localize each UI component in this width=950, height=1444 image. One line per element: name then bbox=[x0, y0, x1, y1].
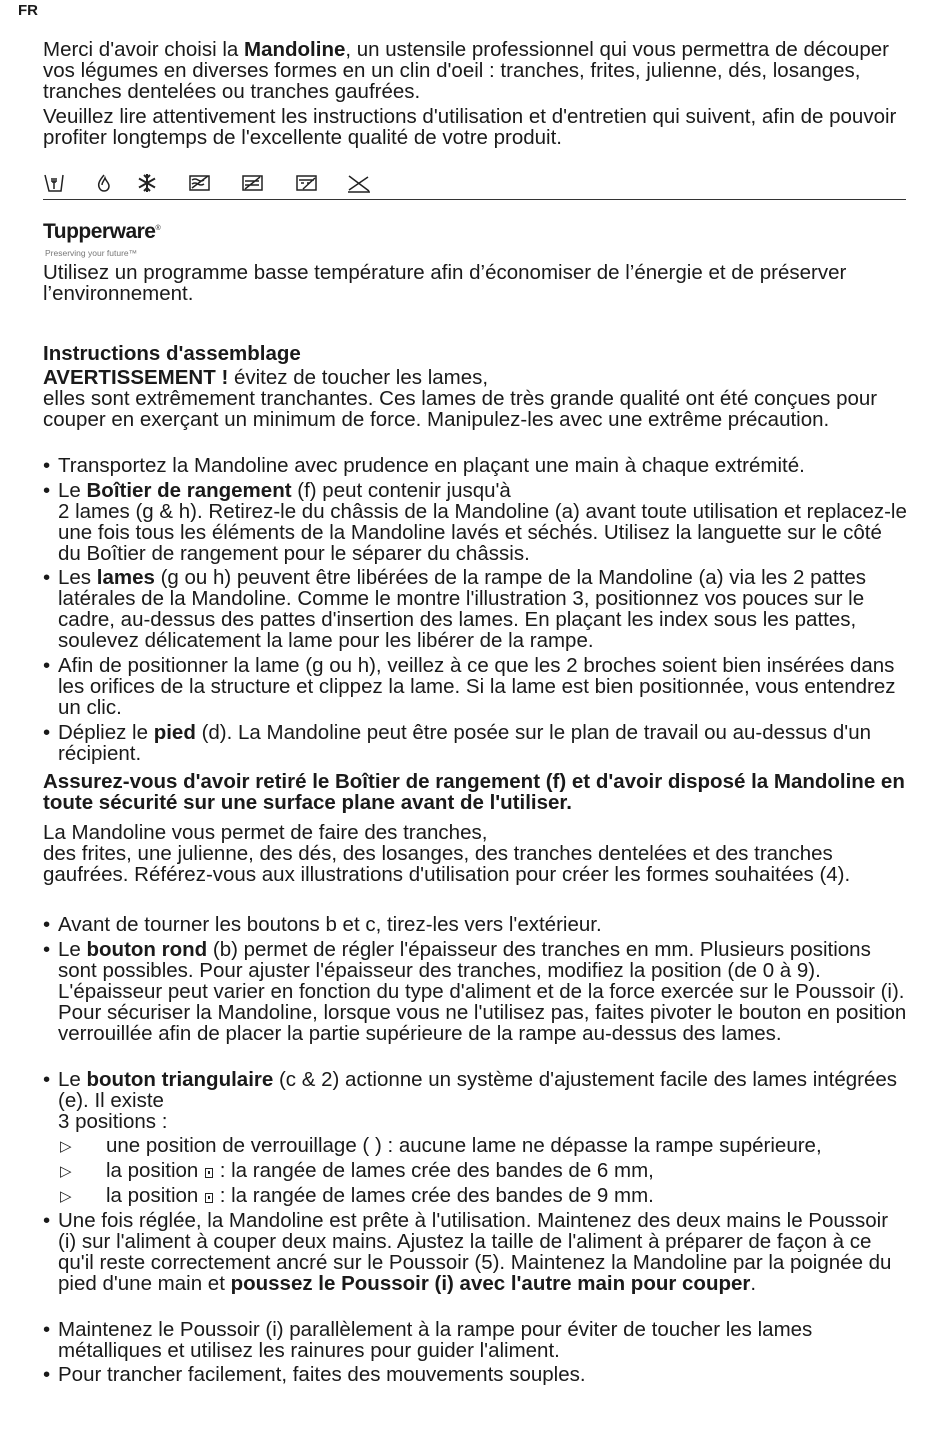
warning-label: AVERTISSEMENT ! bbox=[43, 366, 229, 389]
list-item-text: (c & 2) actionne un système d'ajustement facile des lames intégrées (e). Il existe bbox=[58, 1068, 898, 1112]
bullet-marker: • bbox=[43, 454, 51, 477]
list-item bbox=[43, 567, 908, 651]
triangle-marker-icon: ▷ bbox=[60, 1138, 72, 1155]
list-item-bold: lames bbox=[96, 566, 155, 589]
bullet-marker: • bbox=[43, 566, 51, 589]
list-item-bold: poussez le Poussoir (i) avec l'autre main pour couper bbox=[230, 1272, 751, 1295]
usage-intro-line: La Mandoline vous permet de faire des tranches, bbox=[43, 821, 488, 844]
language-code: FR bbox=[18, 2, 38, 19]
list-item-text: . bbox=[750, 1272, 757, 1295]
list-item bbox=[43, 655, 908, 718]
list-item bbox=[43, 939, 908, 1044]
list-item-bold: bouton triangulaire bbox=[86, 1068, 274, 1091]
list-item-text: Les bbox=[58, 566, 97, 589]
bullet-marker: • bbox=[43, 938, 51, 961]
no-knife-icon bbox=[346, 172, 372, 194]
list-item bbox=[43, 455, 908, 476]
usage-intro-paragraph: des frites, une julienne, des dés, des losanges, des tranches dentelées et des tranches gaufrées. Référez-vous aux illustrations d'utilisation pour créer les formes souhaitées (4). bbox=[43, 842, 851, 886]
bullet-marker: • bbox=[43, 654, 51, 677]
list-item bbox=[43, 1069, 908, 1132]
bullet-marker: • bbox=[43, 1318, 51, 1341]
logo-tagline: Preserving your future™ bbox=[45, 248, 138, 258]
warning-continuation: elles sont extrêmement tranchantes. Ces lames de très grande qualité ont été conçues pour couper en exerçant un minimum de force. Manipulez-les avec une extrême précaution. bbox=[43, 387, 878, 431]
flame-icon bbox=[93, 172, 115, 194]
eco-note: Utilisez un programme basse température afin d’économiser de l’énergie et de préserver l’environnement. bbox=[43, 261, 847, 305]
list-item-bold: bouton rond bbox=[86, 938, 208, 961]
list-item-bold: Boîtier de rangement bbox=[86, 479, 292, 502]
list-item-text: Le bbox=[58, 1068, 87, 1091]
position-text: la position : la rangée de lames crée des bandes de 6 mm, bbox=[106, 1159, 654, 1182]
bullet-marker: • bbox=[43, 479, 51, 502]
snowflake-icon bbox=[136, 172, 158, 194]
list-item bbox=[43, 1319, 908, 1361]
intro-paragraph bbox=[43, 39, 908, 102]
list-item-text: Une fois réglée, la Mandoline est prête à l'utilisation. Maintenez des deux mains le Poussoir (i) sur l'aliment à couper deux mains. Ajustez la taille de l'aliment à préparer de façon à ce qu'il reste correctement ancré sur le Poussoir (5). Maintenez la Mandoline par la poignée du pied d'une main et bbox=[58, 1209, 892, 1295]
bullet-marker: • bbox=[43, 913, 51, 936]
list-item-text: (d). La Mandoline peut être posée sur le plan de travail ou au-dessus d'un récipient. bbox=[58, 721, 872, 765]
safety-notice: Assurez-vous d'avoir retiré le Boîtier de rangement (f) et d'avoir disposé la Mandoline en toute sécurité sur une surface plane avant de l'utiliser. bbox=[43, 770, 905, 814]
list-item-text: Avant de tourner les boutons b et c, tirez-les vers l'extérieur. bbox=[58, 913, 602, 936]
list-item bbox=[43, 1210, 908, 1294]
list-item-text: Afin de positionner la lame (g ou h), veillez à ce que les 2 broches soient bien insérées dans les orifices de la structure et clippez la lame. Si la lame est bien positionnée, vous entendrez un clic. bbox=[58, 654, 896, 719]
list-item bbox=[43, 1364, 908, 1385]
list-item-text: Le bbox=[58, 938, 87, 961]
position-9mm-icon bbox=[205, 1193, 213, 1203]
bullet-marker: • bbox=[43, 1209, 51, 1232]
bullet-marker: • bbox=[43, 721, 51, 744]
position-6mm-icon bbox=[205, 1168, 213, 1178]
assembly-heading: Instructions d'assemblage bbox=[43, 342, 301, 365]
list-item-text: (g ou h) peuvent être libérées de la rampe de la Mandoline (a) via les 2 pattes latérales de la Mandoline. Comme le montre l'illustration 3, positionnez vos pouces sur le cadre, au-dessus des pattes d'insertion des lames. En plaçant les index sous les pattes, soulevez délicatement la lame pour les libérer de la rampe. bbox=[58, 566, 866, 652]
list-item-text: Pour trancher facilement, faites des mouvements souples. bbox=[58, 1363, 586, 1386]
list-item-text: Le bbox=[58, 479, 87, 502]
bullet-marker: • bbox=[43, 1363, 51, 1386]
position-text: la position : la rangée de lames crée des bandes de 9 mm. bbox=[106, 1184, 654, 1207]
list-item-text: (f) peut contenir jusqu'à bbox=[291, 479, 511, 502]
care-icons-row bbox=[43, 172, 403, 196]
intro-text-cont: , un ustensile professionnel qui vous permettra de découper vos légumes en diverses formes en un clin d'oeil : tranches, frites, julienne, dés, losanges, tranches dentelées ou tranches gaufrées. bbox=[43, 38, 889, 103]
list-item bbox=[43, 722, 908, 764]
list-item bbox=[43, 480, 908, 564]
list-item bbox=[43, 914, 908, 935]
list-item-text: Maintenez le Poussoir (i) parallèlement à la rampe pour éviter de toucher les lames métalliques et utilisez les rainures pour guider l'aliment. bbox=[58, 1318, 813, 1362]
brand-logo bbox=[43, 217, 160, 258]
bullet-marker: • bbox=[43, 1068, 51, 1091]
list-item-text: Transportez la Mandoline avec prudence en plaçant une main à chaque extrémité. bbox=[58, 454, 805, 477]
product-name: Mandoline bbox=[244, 38, 346, 61]
list-item-text: 2 lames (g & h). Retirez-le du châssis de la Mandoline (a) avant toute utilisation et replacez-le une fois tous les éléments de la Mandoline lavés et séchés. Utilisez la languette sur le côté du Boîtier de rangement pour le séparer du châssis. bbox=[58, 500, 907, 565]
read-instructions-paragraph: Veuillez lire attentivement les instructions d'utilisation et d'entretien qui suivent, afin de pouvoir profiter longtemps de l'excellente qualité de votre produit. bbox=[43, 105, 897, 149]
warning-paragraph bbox=[43, 367, 908, 388]
list-item-text: 3 positions : bbox=[58, 1110, 168, 1133]
list-item-text: (b) permet de régler l'épaisseur des tranches en mm. Plusieurs positions sont possibles. Pour ajuster l'épaisseur des tranches, modifiez la position (de 0 à 9). L'épaisseur peut varier en fonction du type d'aliment et de la force exercée sur le Poussoir (i). Pour sécuriser la Mandoline, lorsque vous ne l'utilisez pas, faites pivoter le bouton en position verrouillée afin de placer la partie supérieure de la rampe au-dessus des lames. bbox=[58, 938, 907, 1045]
cutlery-icon bbox=[43, 172, 65, 194]
dishwasher-icon bbox=[241, 172, 265, 194]
microwave-icon bbox=[188, 172, 212, 194]
list-item-text: Dépliez le bbox=[58, 721, 154, 744]
intro-text: Merci d'avoir choisi la bbox=[43, 38, 245, 61]
position-text: une position de verrouillage ( ) : aucune lame ne dépasse la rampe supérieure, bbox=[106, 1134, 822, 1157]
warning-text: évitez de toucher les lames, bbox=[228, 366, 489, 389]
triangle-marker-icon: ▷ bbox=[60, 1188, 72, 1205]
logo-wordmark: Tupperware bbox=[43, 220, 156, 243]
list-item-bold: pied bbox=[153, 721, 196, 744]
oven-icon bbox=[295, 172, 319, 194]
section-divider bbox=[43, 199, 906, 200]
logo-registered-mark: ® bbox=[155, 225, 161, 232]
triangle-marker-icon: ▷ bbox=[60, 1163, 72, 1180]
